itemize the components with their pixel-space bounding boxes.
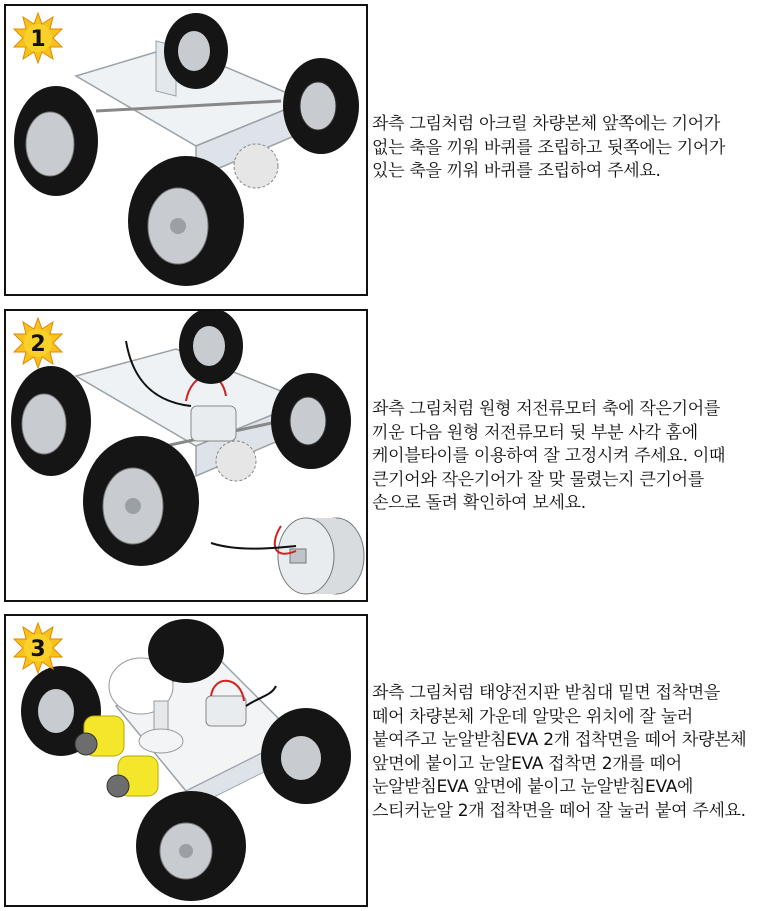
step-number-badge (12, 12, 64, 64)
sun-icon (12, 622, 64, 674)
step-number: 2 (30, 332, 46, 357)
step-number-badge (12, 317, 64, 369)
sun-icon (12, 317, 64, 369)
step-3-panel (4, 614, 368, 907)
step-3-description: 좌측 그림처럼 태양전지판 받침대 밑면 접착면을 떼어 차량본체 가운데 알맞은 위치에 잘 눌러 붙여주고 눈알받침EVA 2개 접착면을 떼어 차량본체 앞면에 붙이고 눈알EVA 접착면 2개를 떼어 눈알받침EVA 앞면에 붙이고 눈알받침EVA에 스티커눈알 2개 접착면을 떼어 잘 눌러 붙여 주세요. (372, 683, 747, 821)
step-number: 1 (30, 27, 46, 52)
step-1-panel (4, 4, 368, 296)
step-2-description: 좌측 그림처럼 원형 저전류모터 축에 작은기어를 끼운 다음 원형 저전류모터 뒷 부분 사각 홈에 케이블타이를 이용하여 잘 고정시켜 주세요. 이때 큰기어와 작은기어가 잘 맞 물렸는지 큰기어를 손으로 돌려 확인하여 보세요. (372, 399, 726, 513)
step-number-badge (12, 622, 64, 674)
step-2-panel (4, 309, 368, 602)
step-1-description: 좌측 그림처럼 아크릴 차량본체 앞쪽에는 기어가 없는 축을 끼워 바퀴를 조립하고 뒷쪽에는 기어가 있는 축을 끼워 바퀴를 조립하여 주세요. (372, 114, 726, 181)
sun-icon (12, 12, 64, 64)
step-number: 3 (30, 637, 46, 662)
